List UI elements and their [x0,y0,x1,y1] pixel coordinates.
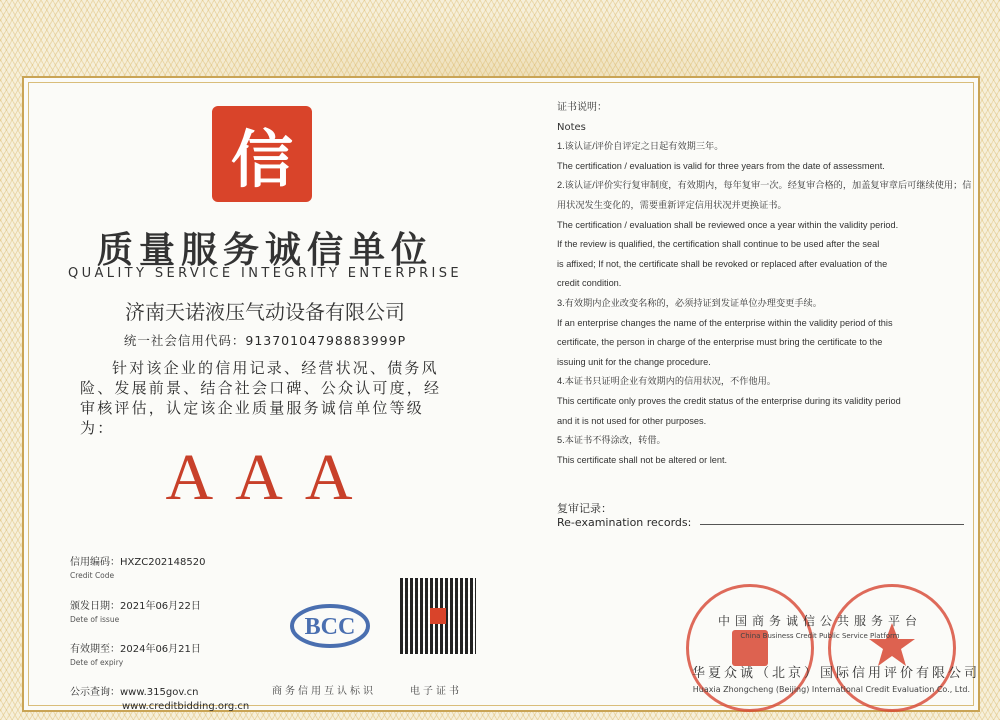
bcc-caption: 商务信用互认标识 [272,686,376,697]
grade-rating: AAA [165,441,375,514]
platform-name: 中国商务诚信公共服务平台 [717,614,922,628]
note-line: The certification / evaluation is valid for three years from the date of assessment. [557,160,885,171]
notes-section [557,98,977,470]
platform-name-en: China Business Credit Public Service Platform [740,632,900,640]
assessment-paragraph: 针对该企业的信用记录、经营状况、债务风险、发展前景、结合社会口碑、公众认可度，经审核评估，认定该企业质量服务诚信单位等级为： [80,359,442,437]
notes-heading: 证书说明： [557,102,607,113]
note-line: This certificate shall not be altered or lent. [557,454,728,465]
credit-seal-logo: 信 [212,106,312,202]
certificate-subtitle: QUALITY SERVICE INTEGRITY ENTERPRISE [67,266,463,281]
border-crest [0,0,1000,76]
credit-code: 信用编码：HXZC202148520 Credit Code [70,557,206,580]
note-line: 3.有效期内企业改变名称的，必须持证到发证单位办理变更手续。 [557,297,822,308]
issue-date: 颁发日期：2021年06月22日 Dete of issue [70,601,201,624]
note-line: and it is not used for other purposes. [557,415,707,426]
reexam-records: 复审记录： Re-examination records: [557,502,692,529]
note-line: 5.本证书不得涂改，转借。 [557,435,666,446]
note-line: The certification / evaluation shall be reviewed once a year within the validity period. [557,219,899,230]
note-line: 2.该认证/评价实行复审制度，有效期内，每年复审一次。经复审合格的，加盖复审章后可继续使用；信用状况发生变化的，需要重新评定信用状况并更换证书。 [557,180,972,210]
qr-caption: 电子证书 [410,686,462,697]
note-line: If an enterprise changes the name of the enterprise within the validity period of this [557,317,893,328]
certificate-title: 质量服务诚信单位 [96,229,433,271]
company-name: 济南天诺液压气动设备有限公司 [125,300,405,324]
note-line: 4.本证书只证明企业有效期内的信用状况，不作他用。 [557,376,776,387]
note-line: credit condition. [557,278,622,289]
bcc-text: BCC [304,614,356,640]
note-line: 1.该认证/评价自评定之日起有效期三年。 [557,141,724,152]
qr-code[interactable] [400,578,476,654]
expiry-date: 有效期至：2024年06月21日 Dete of expiry [70,644,201,667]
reexam-signature-line [700,524,964,525]
notes-heading-en: Notes [557,121,586,133]
note-line: issuing unit for the change procedure. [557,356,711,367]
note-line: is affixed; If not, the certificate shall be revoked or replaced after evaluation of the [557,258,888,269]
unified-credit-code: 统一社会信用代码：91370104798883999P [123,333,407,348]
bcc-logo [288,596,372,652]
issuer-name-en: Huaxia Zhongcheng (Beijing) International Credit Evaluation Co., Ltd. [692,685,970,694]
issuer-name: 华夏众诚（北京）国际信用评价有限公司 [691,666,980,681]
query-url-2: www.creditbidding.org.cn [122,701,250,712]
note-line: This certificate only proves the credit status of the enterprise during its validity period [557,395,901,406]
query-url: 公示查询：www.315gov.cn [70,687,199,698]
note-line: If the review is qualified, the certification shall continue to be used after the seal [557,239,880,250]
note-line: certificate, the person in charge of the enterprise must bring the certificate to the [557,337,883,348]
